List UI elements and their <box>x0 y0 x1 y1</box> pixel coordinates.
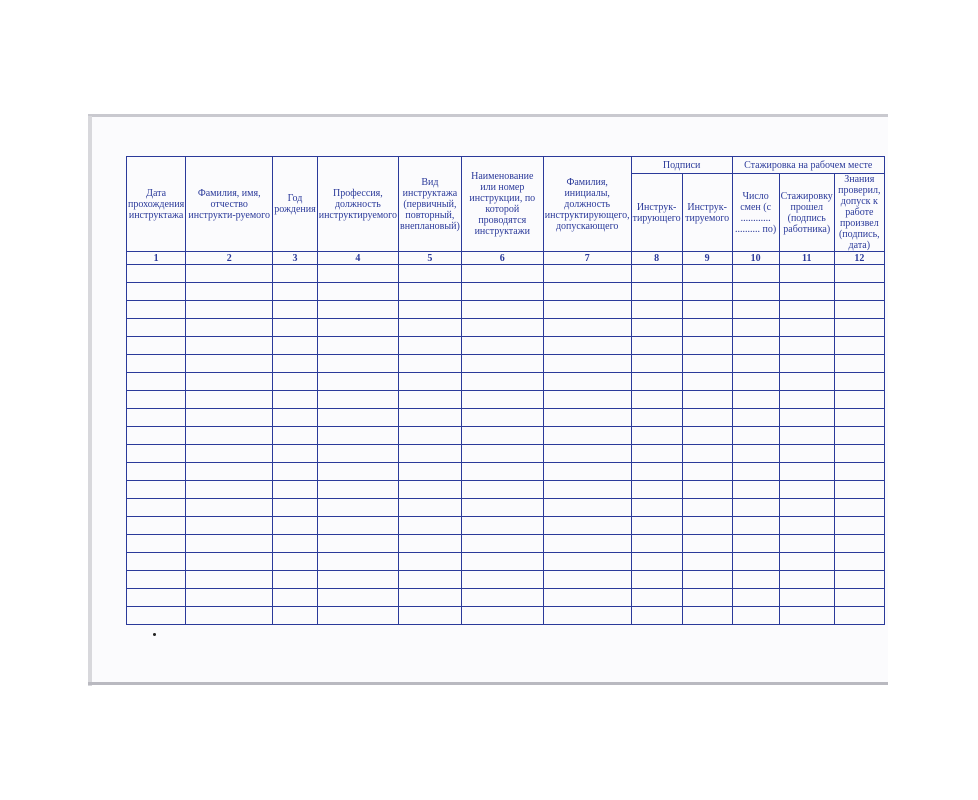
journal-row <box>127 499 885 517</box>
journal-cell <box>317 517 398 535</box>
journal-cell <box>631 535 682 553</box>
journal-cell <box>682 301 732 319</box>
journal-cell <box>127 553 186 571</box>
journal-cell <box>631 391 682 409</box>
header-date: Дата прохождения инструктажа <box>127 157 186 252</box>
journal-cell <box>543 373 631 391</box>
journal-cell <box>631 571 682 589</box>
journal-cell <box>732 409 779 427</box>
journal-cell <box>317 391 398 409</box>
journal-cell <box>834 571 884 589</box>
journal-cell <box>127 607 186 625</box>
journal-row <box>127 319 885 337</box>
journal-cell <box>317 337 398 355</box>
journal-row <box>127 589 885 607</box>
journal-row <box>127 373 885 391</box>
journal-cell <box>631 553 682 571</box>
journal-cell <box>834 373 884 391</box>
journal-cell <box>834 535 884 553</box>
column-number: 8 <box>631 252 682 265</box>
header-instruction-name: Наименование или номер инструкции, по которой проводятся инструктажи <box>461 157 543 252</box>
journal-cell <box>399 589 462 607</box>
journal-cell <box>732 319 779 337</box>
journal-cell <box>834 517 884 535</box>
journal-cell <box>127 283 186 301</box>
journal-row <box>127 535 885 553</box>
journal-cell <box>186 355 273 373</box>
journal-cell <box>186 499 273 517</box>
journal-cell <box>779 535 834 553</box>
journal-cell <box>461 355 543 373</box>
journal-cell <box>399 301 462 319</box>
journal-cell <box>273 409 318 427</box>
journal-cell <box>631 301 682 319</box>
journal-cell <box>273 283 318 301</box>
journal-cell <box>127 409 186 427</box>
scan-edge-bottom <box>88 682 888 685</box>
journal-cell <box>399 337 462 355</box>
journal-cell <box>399 463 462 481</box>
journal-cell <box>732 481 779 499</box>
journal-cell <box>779 319 834 337</box>
journal-cell <box>399 427 462 445</box>
journal-row <box>127 355 885 373</box>
journal-cell <box>273 319 318 337</box>
journal-cell <box>682 607 732 625</box>
journal-cell <box>543 265 631 283</box>
journal-cell <box>399 391 462 409</box>
journal-cell <box>317 265 398 283</box>
journal-cell <box>779 589 834 607</box>
journal-cell <box>732 355 779 373</box>
column-number: 4 <box>317 252 398 265</box>
journal-cell <box>127 481 186 499</box>
journal-cell <box>461 571 543 589</box>
column-number: 1 <box>127 252 186 265</box>
journal-cell <box>461 445 543 463</box>
journal-cell <box>631 355 682 373</box>
journal-cell <box>732 337 779 355</box>
journal-cell <box>543 589 631 607</box>
journal-cell <box>732 445 779 463</box>
journal-cell <box>682 535 732 553</box>
journal-cell <box>127 499 186 517</box>
journal-cell <box>461 499 543 517</box>
journal-cell <box>127 301 186 319</box>
journal-cell <box>461 373 543 391</box>
journal-cell <box>273 517 318 535</box>
journal-cell <box>779 283 834 301</box>
journal-cell <box>779 553 834 571</box>
journal-cell <box>682 463 732 481</box>
journal-cell <box>631 463 682 481</box>
journal-cell <box>273 535 318 553</box>
journal-cell <box>186 265 273 283</box>
journal-cell <box>317 409 398 427</box>
journal-cell <box>543 499 631 517</box>
journal-cell <box>461 535 543 553</box>
journal-cell <box>779 427 834 445</box>
header-instructor: Фамилия, инициалы, должность инструктирующего, допускающего <box>543 157 631 252</box>
journal-row <box>127 571 885 589</box>
journal-cell <box>127 265 186 283</box>
journal-cell <box>273 337 318 355</box>
journal-cell <box>317 607 398 625</box>
journal-cell <box>461 427 543 445</box>
column-number: 12 <box>834 252 884 265</box>
journal-cell <box>317 535 398 553</box>
journal-cell <box>461 553 543 571</box>
journal-cell <box>834 427 884 445</box>
journal-row <box>127 463 885 481</box>
journal-cell <box>682 337 732 355</box>
journal-cell <box>834 607 884 625</box>
journal-cell <box>317 571 398 589</box>
journal-cell <box>732 553 779 571</box>
journal-cell <box>631 283 682 301</box>
journal-cell <box>779 607 834 625</box>
header-profession: Профессия, должность инструктируемого <box>317 157 398 252</box>
journal-cell <box>682 409 732 427</box>
journal-cell <box>317 301 398 319</box>
journal-cell <box>543 517 631 535</box>
journal-cell <box>779 517 834 535</box>
column-number: 10 <box>732 252 779 265</box>
journal-cell <box>127 571 186 589</box>
journal-row <box>127 517 885 535</box>
journal-cell <box>127 589 186 607</box>
header-full-name: Фамилия, имя, отчество инструкти-руемого <box>186 157 273 252</box>
journal-cell <box>732 427 779 445</box>
journal-cell <box>834 463 884 481</box>
journal-cell <box>631 481 682 499</box>
journal-row <box>127 409 885 427</box>
journal-cell <box>399 481 462 499</box>
journal-row <box>127 337 885 355</box>
journal-cell <box>834 589 884 607</box>
column-number: 2 <box>186 252 273 265</box>
journal-cell <box>127 373 186 391</box>
journal-cell <box>834 409 884 427</box>
journal-cell <box>273 589 318 607</box>
journal-cell <box>682 445 732 463</box>
journal-cell <box>834 319 884 337</box>
journal-cell <box>399 409 462 427</box>
journal-cell <box>317 319 398 337</box>
journal-cell <box>399 265 462 283</box>
journal-cell <box>779 463 834 481</box>
journal-cell <box>543 571 631 589</box>
journal-cell <box>779 265 834 283</box>
journal-cell <box>543 535 631 553</box>
journal-cell <box>273 373 318 391</box>
journal-cell <box>186 517 273 535</box>
header-instruction-type: Вид инструктажа (первичный, повторный, внеплановый) <box>399 157 462 252</box>
journal-cell <box>273 301 318 319</box>
journal-cell <box>273 481 318 499</box>
journal-cell <box>461 463 543 481</box>
journal-cell <box>317 589 398 607</box>
journal-cell <box>732 499 779 517</box>
header-signatures-group: Подписи <box>631 157 732 174</box>
journal-cell <box>273 463 318 481</box>
journal-cell <box>317 553 398 571</box>
journal-cell <box>779 571 834 589</box>
journal-cell <box>461 481 543 499</box>
journal-cell <box>543 301 631 319</box>
journal-row <box>127 445 885 463</box>
journal-cell <box>631 427 682 445</box>
journal-cell <box>732 607 779 625</box>
header-internship-passed: Стажировку прошел (подпись работника) <box>779 174 834 252</box>
journal-cell <box>127 517 186 535</box>
journal-cell <box>186 373 273 391</box>
journal-cell <box>186 337 273 355</box>
journal-cell <box>732 373 779 391</box>
journal-cell <box>631 499 682 517</box>
journal-cell <box>127 427 186 445</box>
journal-cell <box>732 571 779 589</box>
journal-cell <box>186 589 273 607</box>
journal-cell <box>543 355 631 373</box>
journal-cell <box>186 301 273 319</box>
journal-cell <box>543 409 631 427</box>
journal-cell <box>186 607 273 625</box>
journal-cell <box>732 535 779 553</box>
journal-cell <box>834 337 884 355</box>
instruction-journal-table <box>126 156 885 625</box>
journal-row <box>127 553 885 571</box>
ink-dot <box>153 633 156 636</box>
journal-cell <box>127 535 186 553</box>
journal-cell <box>461 265 543 283</box>
journal-cell <box>127 355 186 373</box>
journal-cell <box>317 481 398 499</box>
journal-cell <box>273 499 318 517</box>
journal-cell <box>317 427 398 445</box>
column-number: 6 <box>461 252 543 265</box>
journal-cell <box>317 283 398 301</box>
column-number: 3 <box>273 252 318 265</box>
journal-cell <box>682 391 732 409</box>
journal-cell <box>273 355 318 373</box>
journal-cell <box>127 445 186 463</box>
journal-cell <box>399 499 462 517</box>
journal-cell <box>779 391 834 409</box>
journal-cell <box>682 265 732 283</box>
journal-cell <box>682 373 732 391</box>
journal-cell <box>273 445 318 463</box>
journal-cell <box>543 319 631 337</box>
journal-cell <box>186 391 273 409</box>
journal-cell <box>186 409 273 427</box>
journal-cell <box>317 445 398 463</box>
journal-cell <box>186 463 273 481</box>
journal-cell <box>399 445 462 463</box>
journal-cell <box>461 283 543 301</box>
journal-cell <box>273 607 318 625</box>
journal-cell <box>461 319 543 337</box>
journal-cell <box>682 571 732 589</box>
journal-cell <box>779 337 834 355</box>
journal-row <box>127 607 885 625</box>
journal-row <box>127 283 885 301</box>
journal-cell <box>186 481 273 499</box>
header-birth-year: Год рождения <box>273 157 318 252</box>
journal-row <box>127 301 885 319</box>
journal-cell <box>399 319 462 337</box>
column-number: 9 <box>682 252 732 265</box>
journal-cell <box>834 481 884 499</box>
journal-row <box>127 427 885 445</box>
journal-cell <box>732 517 779 535</box>
journal-cell <box>186 535 273 553</box>
journal-row <box>127 391 885 409</box>
journal-cell <box>399 607 462 625</box>
journal-cell <box>834 553 884 571</box>
journal-cell <box>682 283 732 301</box>
journal-row <box>127 481 885 499</box>
journal-cell <box>631 517 682 535</box>
journal-cell <box>543 607 631 625</box>
journal-cell <box>186 571 273 589</box>
journal-cell <box>127 337 186 355</box>
column-number: 11 <box>779 252 834 265</box>
journal-cell <box>732 391 779 409</box>
journal-cell <box>834 355 884 373</box>
journal-cell <box>631 265 682 283</box>
journal-cell <box>461 607 543 625</box>
journal-cell <box>779 445 834 463</box>
journal-cell <box>186 319 273 337</box>
journal-cell <box>317 373 398 391</box>
journal-cell <box>834 283 884 301</box>
journal-cell <box>682 427 732 445</box>
journal-cell <box>631 409 682 427</box>
journal-cell <box>682 499 732 517</box>
journal-cell <box>461 589 543 607</box>
journal-cell <box>834 301 884 319</box>
journal-cell <box>317 463 398 481</box>
journal-cell <box>543 391 631 409</box>
journal-cell <box>779 499 834 517</box>
journal-cell <box>399 571 462 589</box>
journal-cell <box>399 535 462 553</box>
journal-cell <box>631 445 682 463</box>
journal-cell <box>273 391 318 409</box>
journal-cell <box>834 391 884 409</box>
journal-cell <box>682 319 732 337</box>
journal-cell <box>461 337 543 355</box>
journal-cell <box>543 337 631 355</box>
journal-cell <box>399 373 462 391</box>
journal-cell <box>779 481 834 499</box>
journal-cell <box>631 373 682 391</box>
journal-cell <box>682 481 732 499</box>
header-knowledge-checked: Знания проверил, допуск к работе произвел (подпись, дата) <box>834 174 884 252</box>
journal-cell <box>732 301 779 319</box>
journal-cell <box>631 589 682 607</box>
journal-cell <box>631 607 682 625</box>
journal-cell <box>682 589 732 607</box>
journal-cell <box>682 553 732 571</box>
journal-cell <box>732 463 779 481</box>
journal-cell <box>461 391 543 409</box>
journal-cell <box>273 265 318 283</box>
journal-cell <box>834 265 884 283</box>
journal-cell <box>631 319 682 337</box>
column-number: 7 <box>543 252 631 265</box>
journal-cell <box>834 445 884 463</box>
journal-cell <box>543 481 631 499</box>
journal-cell <box>461 301 543 319</box>
header-shift-count: Число смен (с ............ .......... по) <box>732 174 779 252</box>
header-instructor-signature: Инструк-тирующего <box>631 174 682 252</box>
journal-cell <box>543 283 631 301</box>
journal-cell <box>834 499 884 517</box>
journal-cell <box>732 265 779 283</box>
journal-cell <box>399 553 462 571</box>
journal-cell <box>631 337 682 355</box>
journal-cell <box>317 499 398 517</box>
journal-cell <box>399 355 462 373</box>
journal-cell <box>186 427 273 445</box>
journal-cell <box>273 571 318 589</box>
journal-cell <box>399 283 462 301</box>
journal-cell <box>186 553 273 571</box>
journal-row <box>127 265 885 283</box>
column-number: 5 <box>399 252 462 265</box>
journal-cell <box>399 517 462 535</box>
journal-cell <box>273 553 318 571</box>
journal-cell <box>127 319 186 337</box>
journal-cell <box>127 463 186 481</box>
journal-cell <box>779 409 834 427</box>
journal-cell <box>682 355 732 373</box>
journal-cell <box>543 427 631 445</box>
journal-cell <box>682 517 732 535</box>
header-internship-group: Стажировка на рабочем месте <box>732 157 884 174</box>
journal-cell <box>779 301 834 319</box>
journal-cell <box>732 283 779 301</box>
journal-cell <box>543 463 631 481</box>
header-trainee-signature: Инструк-тируемого <box>682 174 732 252</box>
journal-cell <box>461 517 543 535</box>
journal-cell <box>273 427 318 445</box>
journal-cell <box>779 373 834 391</box>
journal-cell <box>461 409 543 427</box>
journal-cell <box>317 355 398 373</box>
journal-cell <box>543 445 631 463</box>
journal-cell <box>186 283 273 301</box>
journal-cell <box>186 445 273 463</box>
journal-cell <box>543 553 631 571</box>
journal-cell <box>127 391 186 409</box>
journal-cell <box>779 355 834 373</box>
journal-cell <box>732 589 779 607</box>
